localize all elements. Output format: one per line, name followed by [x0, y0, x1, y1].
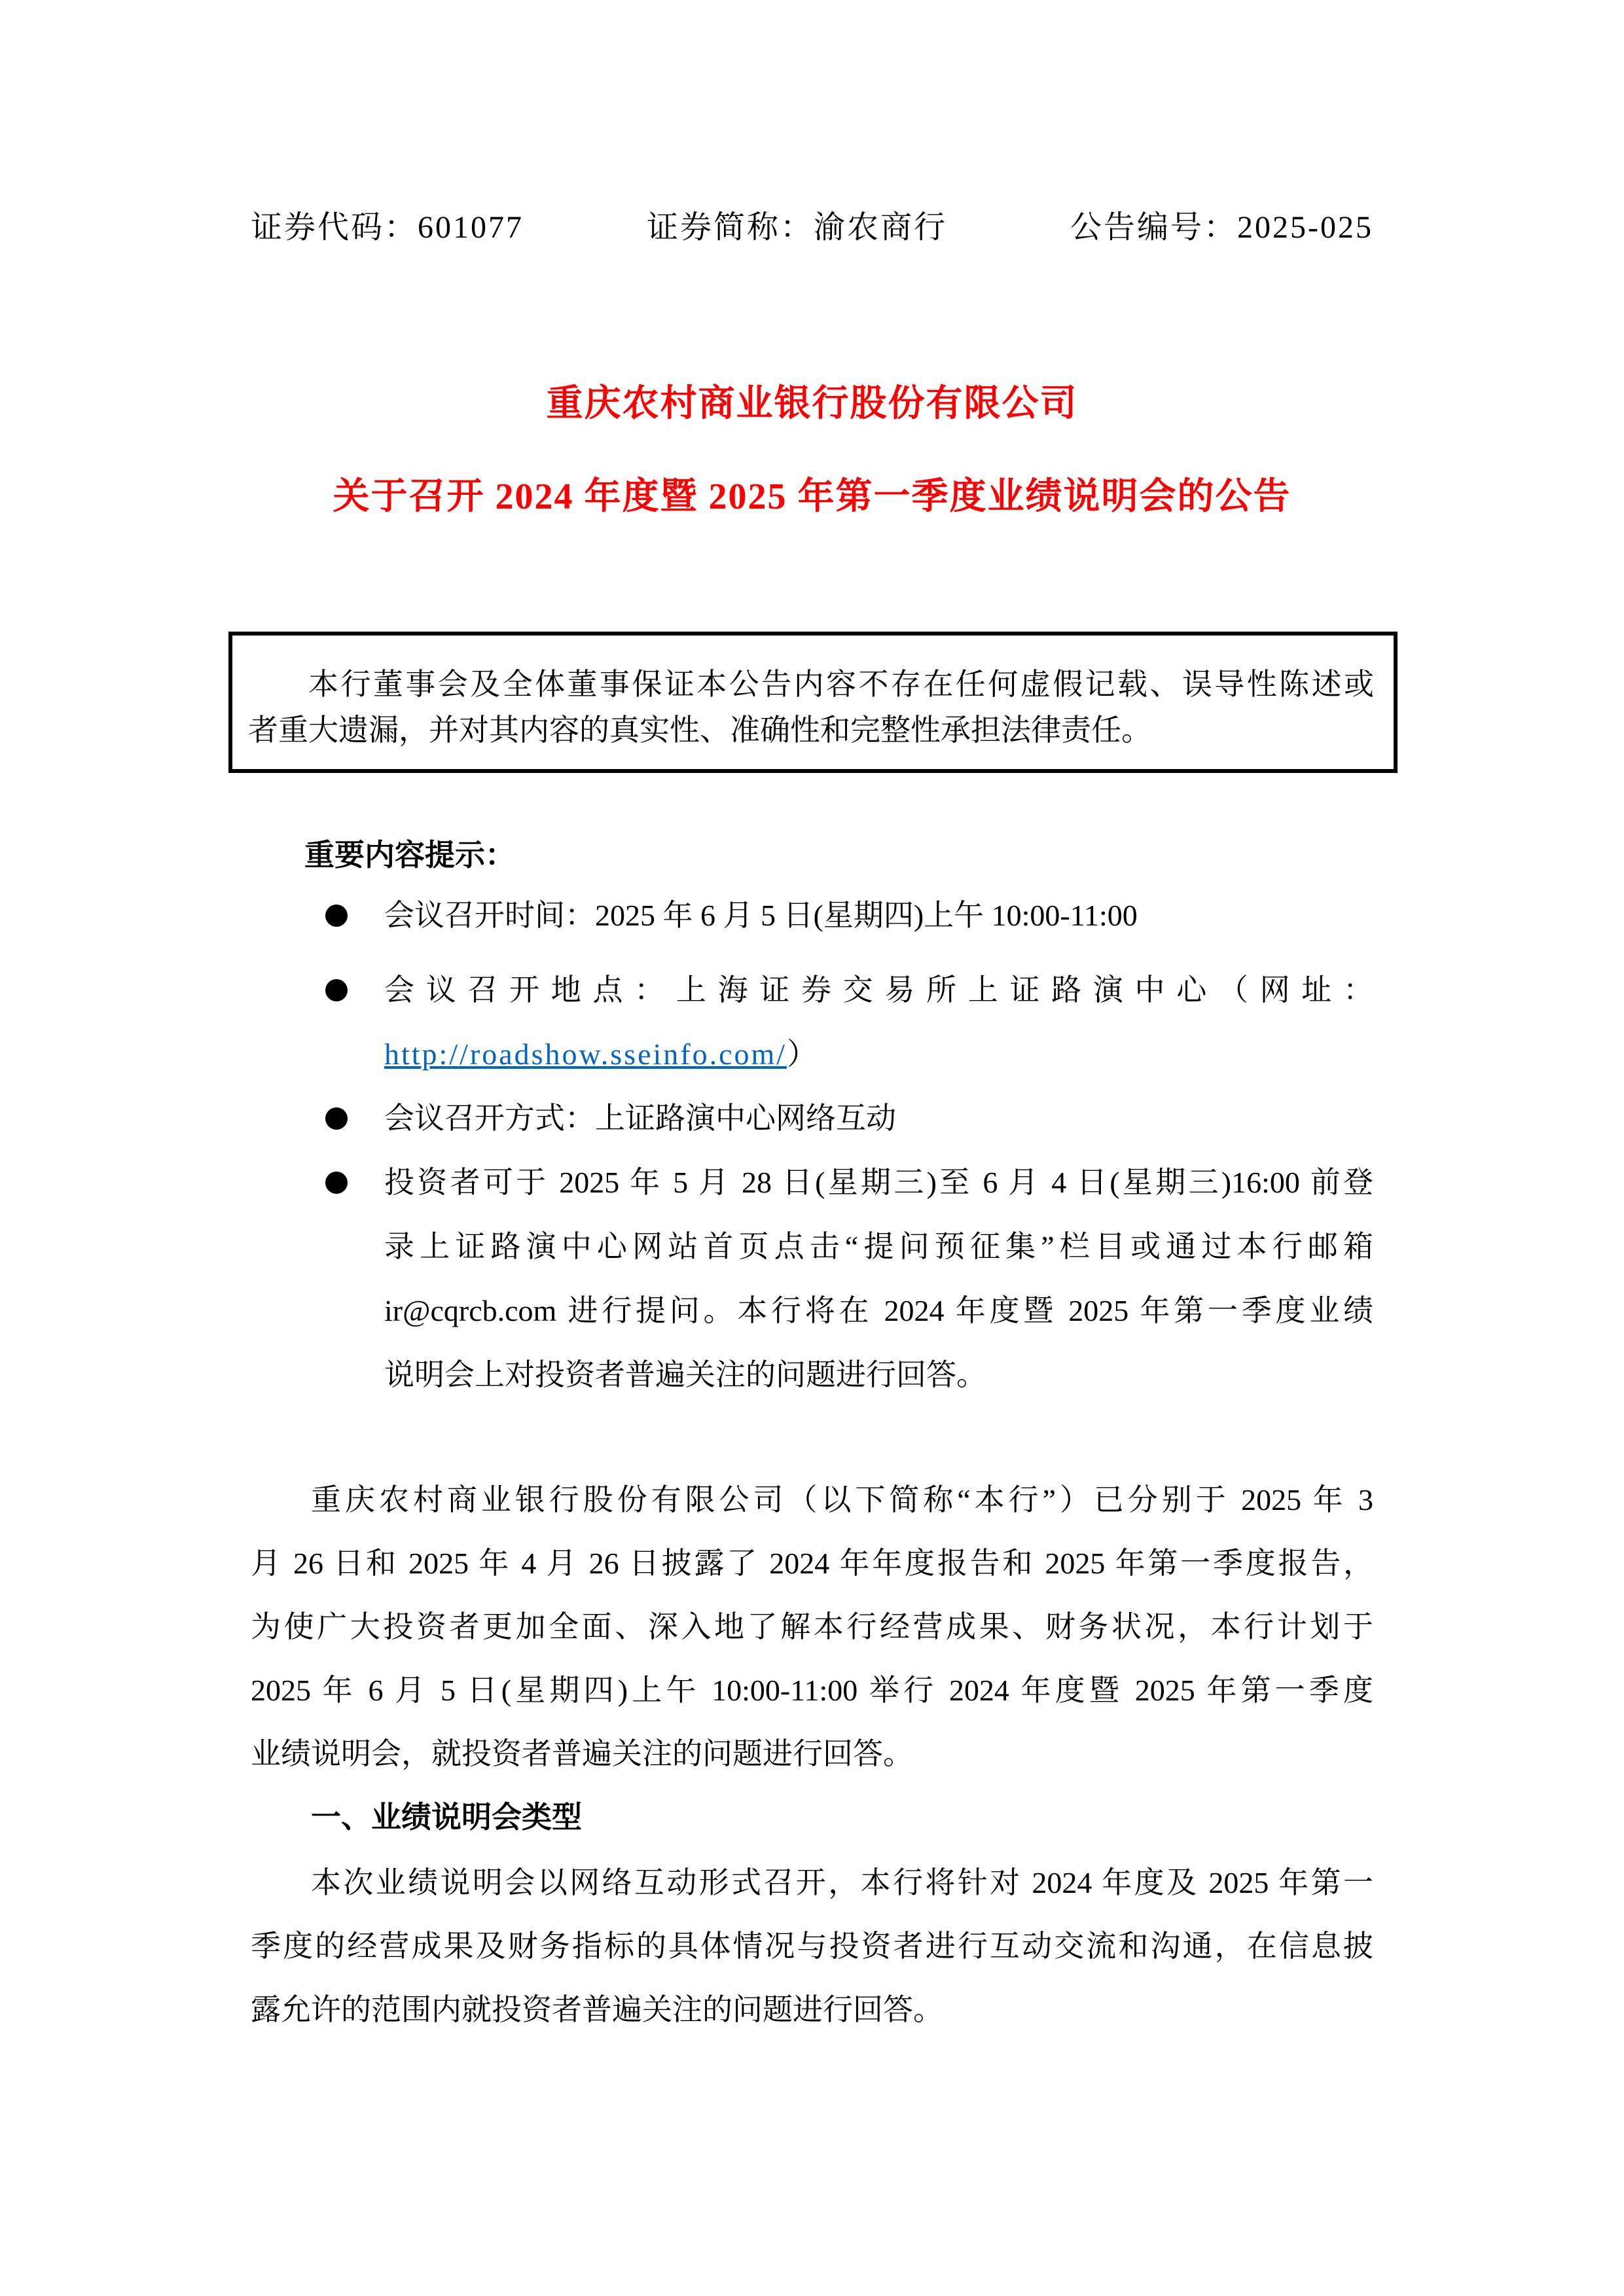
body-paragraph — [251, 1851, 1373, 2041]
disclaimer-line: 者重大遗漏，并对其内容的真实性、准确性和完整性承担法律责任。 — [248, 713, 1151, 747]
bullet-icon — [325, 979, 348, 1001]
paragraph-line: 2025 年 6 月 5 日(星期四)上午 10:00-11:00 举行 2024 年度暨 2025 年第一季度 — [251, 1674, 1373, 1707]
list-item-line: 说明会上对投资者普遍关注的问题进行回答。 — [384, 1358, 986, 1391]
bullet-icon — [325, 1172, 348, 1194]
company-name-title: 重庆农村商业银行股份有限公司 — [546, 384, 1078, 424]
list-item — [251, 884, 1373, 948]
important-notice-heading: 重要内容提示： — [304, 838, 515, 872]
list-item-line: ir@cqrcb.com 进行提问。本行将在 2024 年度暨 2025 年第一季度业绩 — [384, 1294, 1373, 1327]
disclaimer-box — [228, 632, 1398, 773]
list-item — [251, 1086, 1373, 1151]
list-item-line: 会议召开时间：2025 年 6 月 5 日(星期四)上午 10:00-11:00 — [384, 899, 1138, 932]
bullet-icon — [325, 905, 348, 927]
paragraph-line: 重庆农村商业银行股份有限公司（以下简称“本行”）已分别于 2025 年 3 — [311, 1483, 1373, 1516]
list-item-line: 会议召开方式：上证路演中心网络互动 — [384, 1102, 896, 1135]
list-item-line: 录上证路演中心网站首页点击“提问预征集”栏目或通过本行邮箱 — [384, 1230, 1373, 1263]
paragraph-line: 业绩说明会，就投资者普遍关注的问题进行回答。 — [251, 1737, 913, 1770]
stock-abbreviation: 证券简称：渝农商行 — [647, 210, 948, 245]
list-item-line: 投资者可于 2025 年 5 月 28 日(星期三)至 6 月 4 日(星期三)16:00 前登 — [384, 1166, 1373, 1199]
announcement-title: 关于召开 2024 年度暨 2025 年第一季度业绩说明会的公告 — [333, 476, 1291, 517]
notice-list — [251, 884, 1373, 1407]
paragraph-line: 为使广大投资者更加全面、深入地了解本行经营成果、财务状况，本行计划于 — [251, 1610, 1373, 1643]
list-item — [251, 1151, 1373, 1407]
bullet-icon — [325, 1107, 348, 1130]
list-item-line: 会议召开地点：上海证券交易所上证路演中心（网址： — [384, 973, 1373, 1007]
paragraph-line: 月 26 日和 2025 年 4 月 26 日披露了 2024 年年度报告和 2025 年第一季度报告， — [251, 1547, 1373, 1580]
paragraph-line: 本次业绩说明会以网络互动形式召开，本行将针对 2024 年度及 2025 年第一 — [311, 1866, 1373, 1899]
list-item — [251, 958, 1373, 1086]
roadshow-center-link[interactable]: http://roadshow.sseinfo.com/ — [384, 1037, 787, 1071]
stock-code: 证券代码：601077 — [251, 210, 524, 245]
paragraph-line: 季度的经营成果及财务指标的具体情况与投资者进行互动交流和沟通，在信息披 — [251, 1929, 1373, 1963]
announcement-number: 公告编号：2025-025 — [1070, 210, 1373, 245]
document-header — [251, 208, 1373, 247]
body-paragraph — [251, 1468, 1373, 1785]
disclaimer-line: 本行董事会及全体董事保证本公告内容不存在任何虚假记载、误导性陈述或 — [308, 668, 1374, 701]
paragraph-line: 露允许的范围内就投资者普遍关注的问题进行回答。 — [251, 1993, 943, 2026]
section-heading-meeting-type: 一、业绩说明会类型 — [311, 1801, 582, 1834]
closing-paren: ） — [787, 1037, 818, 1071]
list-item-line — [384, 1022, 1373, 1086]
